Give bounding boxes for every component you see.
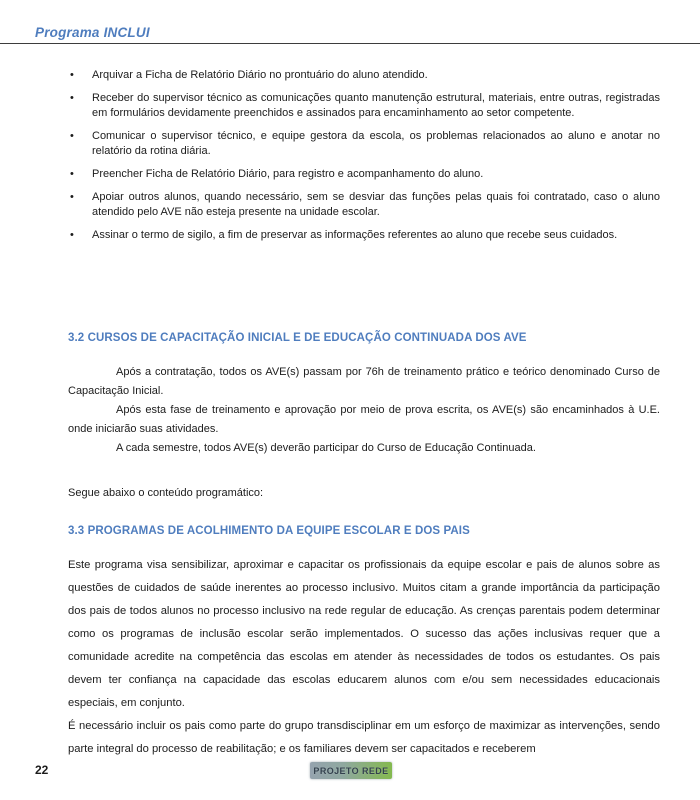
header-rule: [0, 43, 700, 44]
list-item: • Receber do supervisor técnico as comunicações quanto manutenção estrutural, materiais, entre outras, registradas em formulários devidamente preenchidos e assinados para encaminhamento ao setor competente.: [68, 91, 660, 121]
paragraph: Após esta fase de treinamento e aprovação por meio de prova escrita, os AVE(s) são encaminhados à U.E. onde iniciarão suas atividades.: [68, 404, 660, 435]
section-3-3-body: [68, 554, 660, 761]
list-item: • Preencher Ficha de Relatório Diário, para registro e acompanhamento do aluno.: [68, 167, 660, 182]
program-content-intro: Segue abaixo o conteúdo programático:: [68, 487, 264, 499]
paragraph: A cada semestre, todos AVE(s) deverão participar do Curso de Educação Continuada.: [116, 442, 536, 454]
list-item: • Assinar o termo de sigilo, a fim de preservar as informações referentes ao aluno que recebe seus cuidados.: [68, 228, 660, 243]
projeto-rede-logo: [310, 762, 392, 779]
section-3-2-body: [68, 363, 660, 458]
list-item: • Comunicar o supervisor técnico, e equipe gestora da escola, os problemas relacionados ao aluno e anotar no relatório da rotina diária.: [68, 129, 660, 159]
page-number: 22: [35, 763, 49, 777]
section-3-3-heading: 3.3 PROGRAMAS DE ACOLHIMENTO DA EQUIPE ESCOLAR E DOS PAIS: [68, 525, 470, 537]
paragraph: Após a contratação, todos os AVE(s) passam por 76h de treinamento prático e teórico denominado Curso de Capacitação Inicial.: [68, 366, 660, 397]
duties-bullet-list: [68, 68, 660, 251]
list-item: • Apoiar outros alunos, quando necessário, sem se desviar das funções pelas quais foi contratado, caso o aluno atendido pelo AVE não esteja presente na unidade escolar.: [68, 190, 660, 220]
section-3-2-heading: 3.2 CURSOS DE CAPACITAÇÃO INICIAL E DE EDUCAÇÃO CONTINUADA DOS AVE: [68, 332, 527, 344]
paragraph: Este programa visa sensibilizar, aproximar e capacitar os profissionais da equipe escolar e pais de alunos sobre as questões de cuidados de saúde inerentes ao processo inclusivo. Muitos citam a grande importância da participação dos pais de todos alunos no processo inclusivo na rede regular de educação. As crenças parentais podem determinar como os programas de inclusão escolar serão implementados. O sucesso das ações inclusivas requer que a comunidade acredite na competência das escolas em atender às necessidades de todos os estudantes. Os pais devem ter confiança na capacidade das escolas educarem alunos com e/ou sem necessidades educacionais especiais, em conjunto.: [68, 559, 660, 709]
projeto-rede-logo-text: PROJETO REDE: [313, 765, 389, 776]
document-header-title: Programa INCLUI: [35, 25, 150, 40]
list-item: • Arquivar a Ficha de Relatório Diário no prontuário do aluno atendido.: [68, 68, 660, 83]
paragraph: É necessário incluir os pais como parte do grupo transdisciplinar em um esforço de maximizar as intervenções, sendo parte integral do processo de reabilitação; e os familiares devem ser capacitados e receberem: [68, 720, 660, 755]
